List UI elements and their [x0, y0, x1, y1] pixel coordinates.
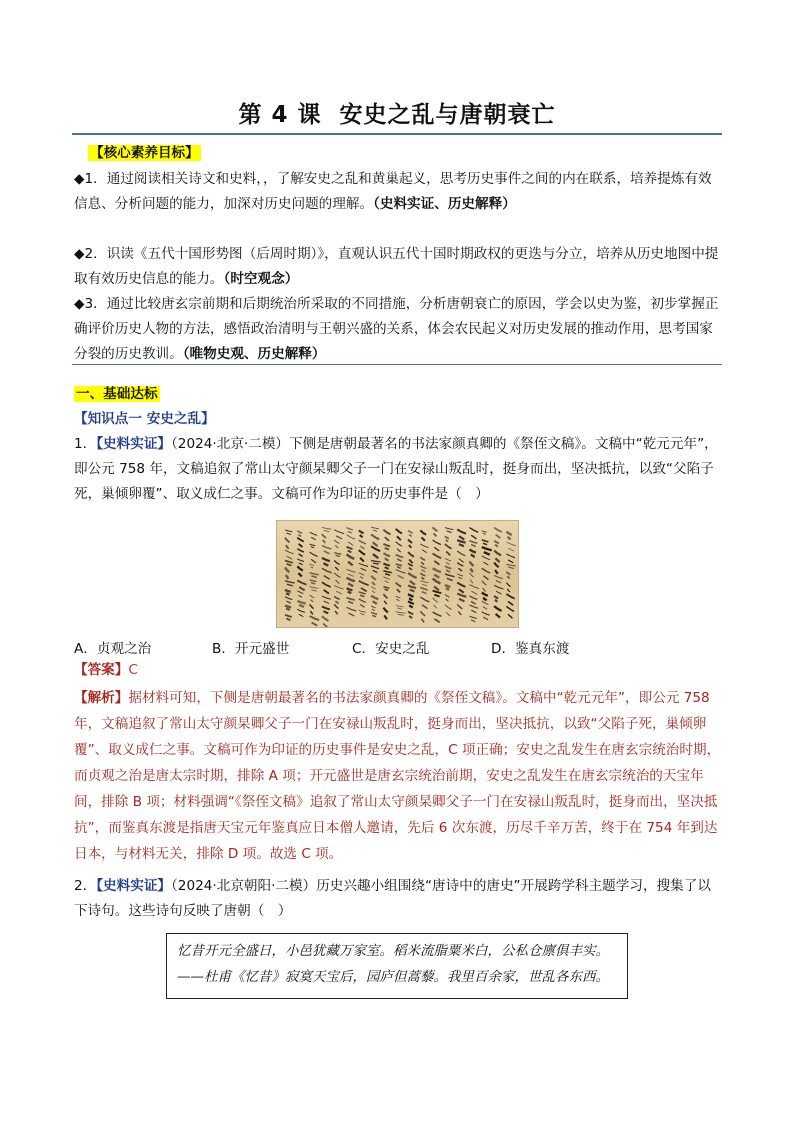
ink-stroke — [322, 534, 326, 543]
ink-stroke — [420, 597, 429, 609]
ink-stroke — [445, 528, 453, 533]
ink-stroke — [433, 568, 441, 578]
ink-stroke — [470, 616, 477, 622]
ink-stroke — [445, 605, 452, 616]
question-1-options — [74, 633, 724, 658]
ink-stroke — [433, 591, 442, 597]
ink-stroke — [359, 611, 366, 615]
ink-stroke — [334, 573, 340, 584]
ink-stroke — [482, 581, 487, 592]
ink-stroke — [494, 541, 499, 547]
lesson-name: 安史之乱与唐朝衰亡 — [339, 102, 556, 128]
ink-stroke — [371, 527, 379, 531]
ink-stroke — [285, 615, 292, 621]
ink-stroke — [359, 599, 366, 607]
ink-stroke — [396, 605, 404, 609]
option-c[interactable]: C．安史之乱 — [352, 641, 430, 657]
ink-stroke — [322, 616, 329, 627]
ink-stroke — [285, 538, 289, 549]
ink-stroke — [297, 580, 306, 590]
ink-stroke — [322, 568, 332, 579]
ink-stroke — [383, 587, 389, 591]
ink-stroke — [396, 596, 401, 601]
ink-stroke — [482, 568, 490, 579]
ink-stroke — [470, 596, 478, 604]
goal-3: ◆3．通过比较唐玄宗前期和后期统治所采取的不同措施，分析唐朝衰亡的原因，学会以史为鉴，初步掌握正确评价历史人物的方法，感悟政治清明与王朝兴盛的关系，体会农民起义对历史发展的推动作用，思考国家分裂的历史教训。（唯物史观、历史解释） — [74, 296, 719, 362]
ink-stroke — [396, 569, 406, 578]
ink-stroke — [297, 559, 304, 565]
ink-stroke — [408, 552, 414, 563]
ink-stroke — [322, 582, 331, 593]
ink-stroke — [371, 560, 380, 564]
goal-1: ◆1．通过阅读相关诗文和史料，，了解安史之乱和黄巢起义，思考历史事件之间的内在联系，培养提炼有效信息、分析问题的能力，加深对历史问题的理解。（史料实证、历史解释） — [74, 171, 712, 212]
ink-stroke — [445, 594, 449, 601]
ink-stroke — [445, 574, 455, 581]
ink-stroke — [494, 596, 498, 602]
ink-stroke — [371, 606, 375, 611]
ink-stroke — [297, 601, 305, 607]
question-1: 1．【史料实证】（2024·北京·二模）下侧是唐朝最著名的书法家颜真卿的《祭侄文稿》。文稿中“乾元元年”，即公元 758 年，文稿追叙了常山太守颜杲卿父子一门在安禄山叛乱时，挺身而出，坚决抵抗，以致“父陷子死，巢倾卵覆”、取义成仁之事。文稿可作为印证的历史事件是（ ） — [74, 436, 718, 502]
option-d[interactable]: D．鉴真东渡 — [491, 641, 570, 657]
ink-stroke — [482, 540, 489, 545]
ink-stroke — [285, 530, 292, 535]
ink-stroke — [482, 593, 488, 601]
ink-stroke — [457, 540, 465, 546]
section-divider — [72, 364, 722, 365]
ink-stroke — [494, 528, 502, 539]
ink-stroke — [482, 601, 489, 609]
ink-stroke — [322, 596, 331, 603]
ink-stroke — [347, 535, 355, 546]
ink-stroke — [494, 551, 501, 563]
ink-stroke — [482, 531, 487, 535]
question-2: 2．【史料实证】（2024·北京朝阳·二模）历史兴趣小组围绕“唐诗中的唐史”开展跨学科主题学习，搜集了以下诗句。这些诗句反映了唐朝（ ） — [74, 878, 711, 919]
ink-stroke — [310, 552, 318, 563]
ink-stroke — [408, 585, 416, 591]
ink-stroke — [445, 558, 451, 564]
ink-stroke — [334, 530, 344, 539]
ink-stroke — [506, 564, 515, 568]
ink-stroke — [371, 566, 379, 573]
ink-stroke — [310, 564, 314, 568]
ink-stroke — [506, 532, 511, 540]
ink-stroke — [433, 612, 442, 622]
ink-stroke — [310, 544, 316, 548]
ink-stroke — [396, 542, 402, 552]
ink-stroke — [285, 550, 294, 559]
ink-stroke — [420, 587, 428, 593]
ink-stroke — [285, 590, 291, 595]
ink-stroke — [347, 547, 353, 553]
ink-stroke — [285, 561, 293, 566]
ink-stroke — [396, 564, 402, 568]
ink-stroke — [359, 592, 366, 597]
ink-stroke — [371, 596, 378, 604]
ink-stroke — [347, 598, 355, 604]
ink-stroke — [433, 527, 438, 536]
ink-stroke — [310, 616, 320, 626]
ink-stroke — [470, 541, 478, 547]
section-heading: 一、基础达标 — [76, 386, 158, 402]
ink-stroke — [297, 609, 305, 616]
ink-stroke — [420, 573, 425, 579]
ink-stroke — [310, 573, 319, 578]
ink-stroke — [383, 608, 388, 620]
ink-stroke — [285, 606, 291, 610]
calligraphy-image — [276, 520, 519, 628]
ink-stroke — [310, 532, 318, 540]
ink-stroke — [445, 566, 451, 572]
ink-stroke — [396, 555, 404, 561]
ink-stroke — [347, 607, 357, 616]
ink-stroke — [396, 529, 402, 540]
ink-stroke — [383, 571, 391, 575]
ink-stroke — [371, 576, 376, 585]
ink-stroke — [470, 585, 480, 595]
ink-stroke — [445, 585, 450, 590]
ink-stroke — [322, 546, 331, 554]
option-a[interactable]: A．贞观之治 — [74, 641, 152, 657]
ink-stroke — [297, 531, 302, 536]
ink-stroke — [297, 566, 303, 576]
ink-stroke — [408, 573, 417, 585]
ink-stroke — [359, 530, 364, 537]
ink-stroke — [334, 604, 338, 614]
ink-stroke — [334, 596, 340, 603]
ink-stroke — [347, 578, 355, 587]
page-title — [0, 96, 794, 129]
ink-stroke — [347, 528, 353, 533]
poem-line-2: ——杜甫《忆昔》寂寞天宝后，园庐但蒿藜。我里百余家，世乱各东西。 — [177, 969, 609, 985]
ink-stroke — [285, 581, 295, 586]
ink-stroke — [310, 595, 315, 602]
ink-stroke — [457, 563, 463, 571]
ink-stroke — [334, 560, 339, 570]
ink-stroke — [383, 577, 389, 583]
ink-stroke — [383, 544, 390, 550]
ink-stroke — [297, 549, 304, 557]
answer-line: 【答案】C — [74, 662, 138, 678]
ink-stroke — [506, 594, 514, 605]
ink-stroke — [383, 563, 390, 568]
ink-stroke — [383, 594, 387, 604]
ink-stroke — [371, 534, 379, 546]
ink-stroke — [297, 538, 303, 547]
ink-stroke — [457, 594, 466, 602]
ink-stroke — [420, 544, 428, 553]
ink-stroke — [347, 588, 353, 593]
ink-stroke — [408, 612, 413, 619]
ink-stroke — [506, 572, 510, 578]
ink-stroke — [396, 583, 401, 593]
goal-2: ◆2．识读《五代十国形势图（后周时期）》，直观认识五代十国时期政权的更迭与分立，培养从历史地图中提取有效历史信息的能力。（时空观念） — [74, 246, 719, 287]
ink-stroke — [371, 612, 377, 616]
ink-stroke — [359, 563, 368, 570]
ink-stroke — [470, 573, 474, 583]
ink-stroke — [494, 585, 503, 594]
ink-stroke — [359, 573, 364, 579]
ink-stroke — [408, 539, 412, 547]
ink-stroke — [420, 581, 428, 586]
ink-stroke — [371, 587, 376, 593]
ink-stroke — [347, 554, 355, 565]
ink-stroke — [383, 530, 390, 541]
ink-stroke — [482, 547, 492, 555]
ink-stroke — [322, 527, 331, 531]
ink-stroke — [494, 606, 501, 617]
title-divider — [72, 133, 722, 135]
ink-stroke — [506, 606, 514, 618]
poem-line-1: 忆昔开元全盛日，小邑犹藏万家室。稻米流脂粟米白，公私仓廪俱丰实。 — [177, 943, 609, 959]
option-b[interactable]: B．开元盛世 — [212, 641, 290, 657]
knowledge-point: 【知识点一 安史之乱】 — [74, 411, 215, 427]
ink-stroke — [482, 556, 490, 565]
ink-stroke — [506, 554, 515, 563]
ink-stroke — [470, 605, 479, 613]
ink-stroke — [371, 546, 380, 558]
ink-stroke — [506, 542, 516, 551]
ink-stroke — [322, 606, 330, 613]
ink-stroke — [408, 594, 413, 600]
ink-stroke — [359, 581, 369, 591]
ink-stroke — [433, 598, 438, 608]
ink-stroke — [285, 567, 289, 578]
ink-stroke — [408, 563, 413, 569]
ink-stroke — [408, 601, 414, 607]
ink-stroke — [420, 566, 426, 572]
analysis-block: 【解析】据材料可知，下侧是唐朝最著名的书法家颜真卿的《祭侄文稿》。文稿中“乾元元年”，即公元 758 年，文稿追叙了常山太守颜杲卿父子一门在安禄山叛乱时，挺身而出，坚决抵抗，以致“父陷子死，巢倾卵覆”、取义成仁之事。文稿可作为印证的历史事件是安史之乱，C 项正确；安史之乱发生在唐玄宗统治时期，而贞观之治是唐太宗时期，排除 A 项；开元盛世是唐玄宗统治前期，安史之乱发生在唐玄宗统治的天宝年间，排除 B 项；材料强调“《祭侄文稿》追叙了常山太守颜杲卿父子一门在安禄山叛乱时，挺身而出，坚决抵抗”，而鉴真东渡是指唐天宝元年鉴真应日本僧人邀请，先后 6 次东渡，历尽千辛万苦，终于在 754 年到达日本，与材料无关，排除 D 项。故选 C 项。 — [74, 690, 721, 862]
ink-stroke — [297, 591, 303, 598]
ink-stroke — [470, 528, 479, 539]
ink-stroke — [433, 579, 441, 591]
ink-stroke — [457, 574, 463, 579]
ink-stroke — [420, 557, 425, 565]
ink-stroke — [506, 583, 510, 592]
ink-stroke — [433, 553, 442, 564]
core-heading: 【核心素养目标】 — [90, 145, 199, 161]
ink-stroke — [359, 550, 365, 561]
ink-stroke — [470, 549, 476, 557]
ink-stroke — [420, 611, 425, 622]
ink-stroke — [482, 612, 490, 620]
ink-stroke — [457, 551, 465, 562]
ink-stroke — [420, 530, 426, 540]
ink-stroke — [322, 558, 330, 566]
ink-stroke — [310, 586, 319, 591]
ink-stroke — [310, 580, 317, 584]
ink-stroke — [470, 562, 474, 573]
lesson-number: 第 4 课 — [238, 102, 322, 128]
poem-box — [166, 933, 628, 999]
ink-stroke — [457, 529, 466, 539]
ink-stroke — [433, 540, 441, 551]
ink-stroke — [445, 544, 452, 555]
ink-stroke — [457, 583, 465, 593]
ink-stroke — [396, 612, 406, 616]
ink-stroke — [408, 531, 413, 537]
ink-stroke — [494, 562, 499, 573]
ink-stroke — [334, 540, 339, 548]
ink-stroke — [445, 536, 449, 541]
ink-stroke — [334, 553, 341, 557]
ink-stroke — [310, 604, 314, 614]
ink-stroke — [383, 553, 390, 560]
ink-stroke — [359, 540, 366, 549]
ink-stroke — [334, 586, 343, 594]
ink-stroke — [285, 597, 292, 603]
ink-stroke — [347, 569, 356, 576]
ink-stroke — [457, 604, 462, 615]
ink-stroke — [494, 575, 503, 582]
